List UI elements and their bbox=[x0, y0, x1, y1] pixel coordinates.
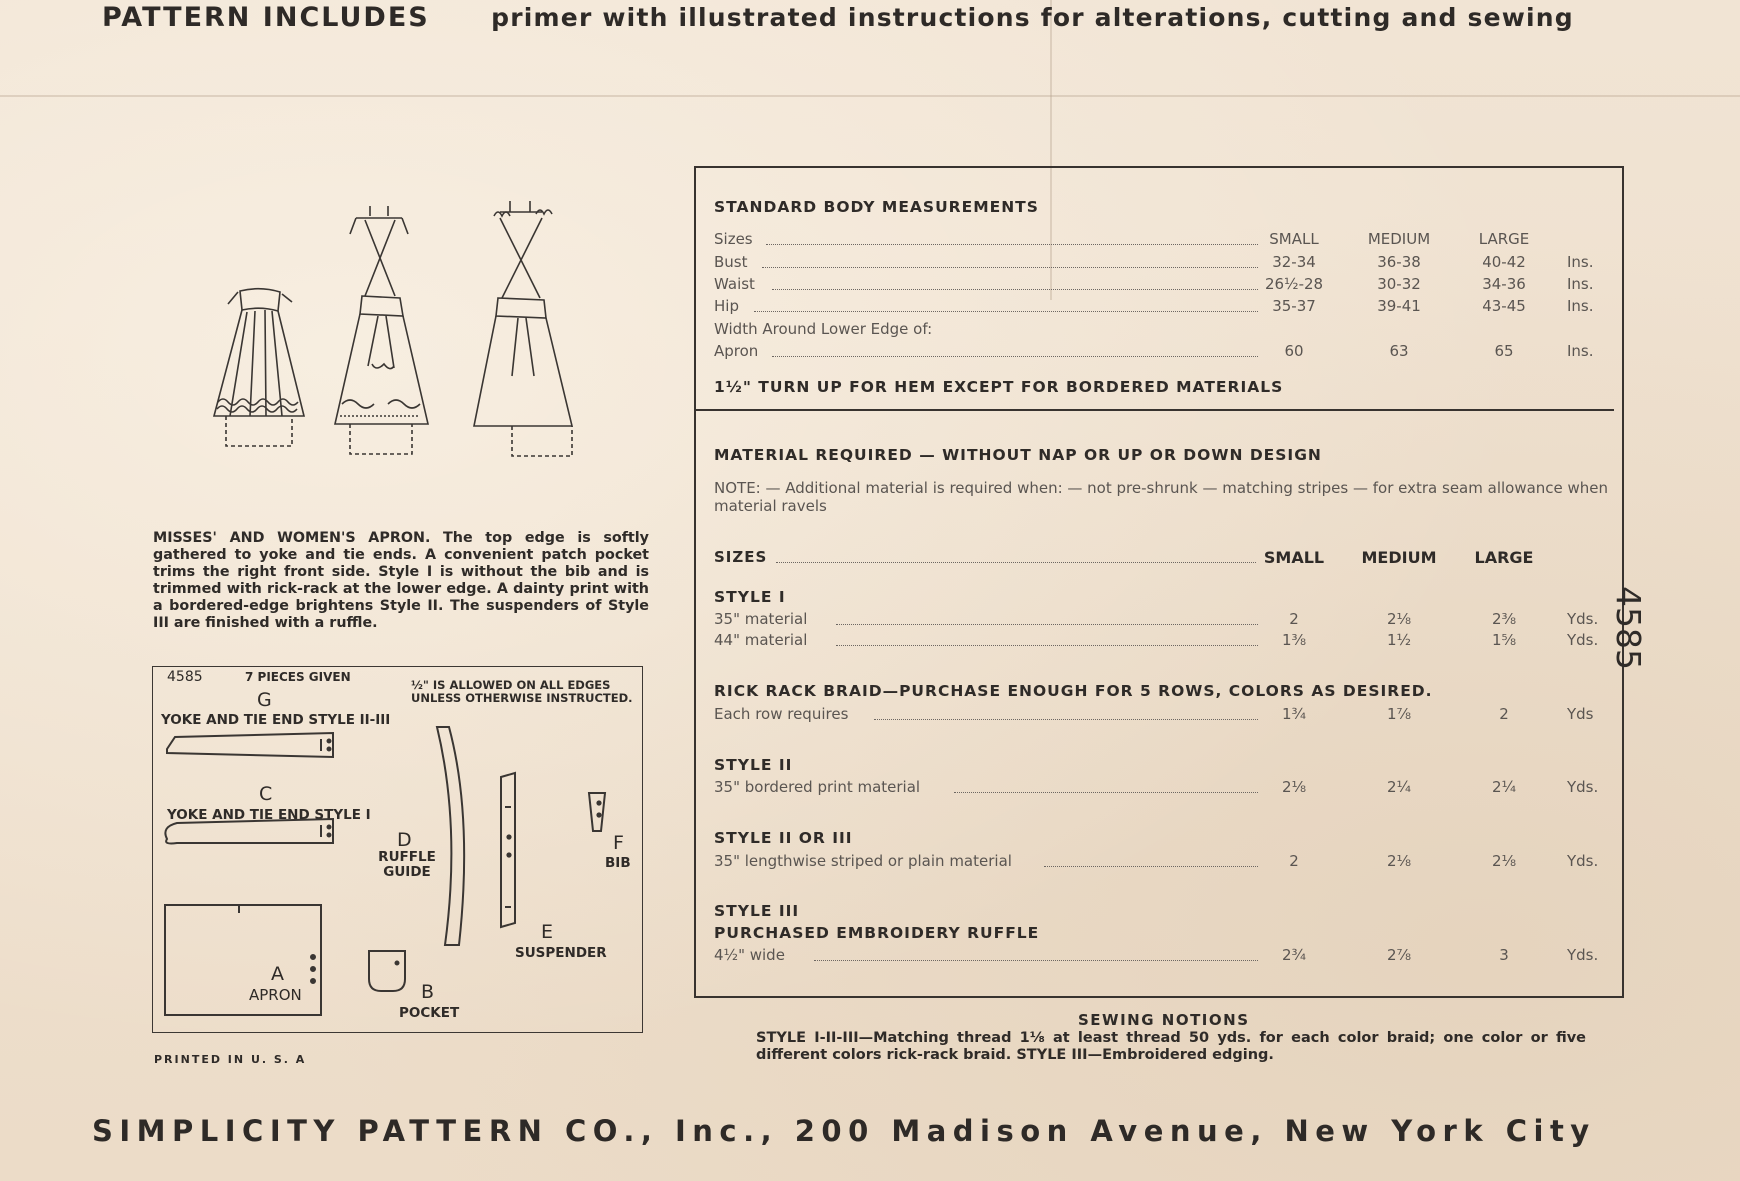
piece-label-b: POCKET bbox=[399, 1005, 460, 1021]
style-1-row-44: 44" material 1⅜ 1½ 1⅝ Yds. bbox=[714, 631, 1599, 649]
style-2-3-title: STYLE II OR III bbox=[714, 829, 853, 847]
piece-label-a: APRON bbox=[249, 986, 302, 1004]
measurement-row-bust: Bust 32-34 36-38 40-42 Ins. bbox=[714, 253, 1594, 271]
material-note: NOTE: — Additional material is required when: — not pre-shrunk — matching stripes — for extra seam allowance when material ravels bbox=[714, 479, 1609, 515]
style-3-subtitle: PURCHASED EMBROIDERY RUFFLE bbox=[714, 924, 1040, 942]
printed-in-usa: PRINTED IN U. S. A bbox=[154, 1053, 307, 1066]
apron-illustrations bbox=[200, 196, 620, 466]
header bbox=[102, 2, 1662, 33]
header-title: PATTERN INCLUDES bbox=[102, 2, 430, 33]
style-3-title: STYLE III bbox=[714, 902, 800, 920]
fold-crease bbox=[0, 95, 1740, 97]
piece-letter-g: G bbox=[257, 689, 272, 711]
style-1-title: STYLE I bbox=[714, 588, 786, 606]
pattern-pieces-box bbox=[152, 666, 643, 1033]
measurement-row-waist: Waist 26½-28 30-32 34-36 Ins. bbox=[714, 275, 1594, 293]
hem-note: 1½" TURN UP FOR HEM EXCEPT FOR BORDERED MATERIALS bbox=[714, 378, 1284, 396]
seam-allowance-note: ½" IS ALLOWED ON ALL EDGES UNLESS OTHERWISE INSTRUCTED. bbox=[411, 678, 633, 705]
side-pattern-number: 4585 bbox=[1609, 586, 1648, 670]
apron-style-2-figure bbox=[335, 206, 428, 454]
piece-label-f: BIB bbox=[605, 855, 631, 871]
table-divider bbox=[696, 409, 1614, 411]
apron-style-3-figure bbox=[474, 201, 572, 456]
pieces-count: 7 PIECES GIVEN bbox=[245, 670, 351, 684]
piece-label-e: SUSPENDER bbox=[515, 945, 607, 961]
measurement-width-label: Width Around Lower Edge of: bbox=[714, 320, 933, 338]
apron-description: MISSES' AND WOMEN'S APRON. The top edge is softly gathered to yoke and tie ends. A convenient patch pocket trims the right front side. Style I is without the bib and is trimmed with rick-rack at the lower edge. A dainty print with a bordered-edge brightens Style II. The suspenders of Style III are finished with a ruffle. bbox=[153, 530, 649, 631]
style-2-row: 35" bordered print material 2⅛ 2¼ 2¼ Yds. bbox=[714, 778, 1599, 796]
measurements-table bbox=[694, 166, 1624, 998]
measurement-row-hip: Hip 35-37 39-41 43-45 Ins. bbox=[714, 297, 1594, 315]
sewing-notions-text: STYLE I-II-III—Matching thread 1⅛ at least thread 50 yds. for each color braid; one color or five different colors rick-rack braid. STYLE III—Embroidered edging. bbox=[756, 1030, 1586, 1063]
piece-letter-c: C bbox=[259, 783, 273, 805]
piece-label-d: RUFFLE GUIDE bbox=[378, 849, 436, 880]
style-1-row-35: 35" material 2 2⅛ 2⅜ Yds. bbox=[714, 610, 1599, 628]
standard-measurements-title: STANDARD BODY MEASUREMENTS bbox=[714, 198, 1039, 216]
publisher-footer: SIMPLICITY PATTERN CO., Inc., 200 Madison Avenue, New York City bbox=[92, 1114, 1596, 1148]
rickrack-title: RICK RACK BRAID—PURCHASE ENOUGH FOR 5 ROWS, COLORS AS DESIRED. bbox=[714, 682, 1433, 700]
piece-letter-e: E bbox=[541, 921, 554, 943]
piece-letter-b: B bbox=[421, 981, 435, 1003]
piece-letter-d: D bbox=[397, 829, 412, 851]
sewing-notions-title: SEWING NOTIONS bbox=[1078, 1011, 1250, 1029]
rickrack-row: Each row requires 1¾ 1⅞ 2 Yds bbox=[714, 705, 1594, 723]
piece-label-c: YOKE AND TIE END STYLE I bbox=[167, 807, 371, 823]
pattern-number: 4585 bbox=[167, 669, 203, 685]
apron-style-1-figure bbox=[214, 289, 304, 446]
material-sizes-row: SIZES SMALL MEDIUM LARGE bbox=[714, 548, 1534, 567]
measurement-row-sizes: Sizes SMALL MEDIUM LARGE bbox=[714, 230, 1530, 248]
header-subtitle: primer with illustrated instructions for alterations, cutting and sewing bbox=[491, 3, 1574, 32]
measurement-row-apron: Apron 60 63 65 Ins. bbox=[714, 342, 1594, 360]
piece-letter-f: F bbox=[613, 832, 624, 854]
style-3-row: 4½" wide 2¾ 2⅞ 3 Yds. bbox=[714, 946, 1599, 964]
piece-label-g: YOKE AND TIE END STYLE II-III bbox=[161, 712, 391, 728]
piece-letter-a: A bbox=[271, 963, 284, 985]
pattern-pieces-drawing bbox=[153, 667, 642, 1032]
style-2-3-row: 35" lengthwise striped or plain material 2 2⅛ 2⅛ Yds. bbox=[714, 852, 1599, 870]
style-2-title: STYLE II bbox=[714, 756, 793, 774]
material-required-title: MATERIAL REQUIRED — WITHOUT NAP OR UP OR DOWN DESIGN bbox=[714, 446, 1322, 464]
